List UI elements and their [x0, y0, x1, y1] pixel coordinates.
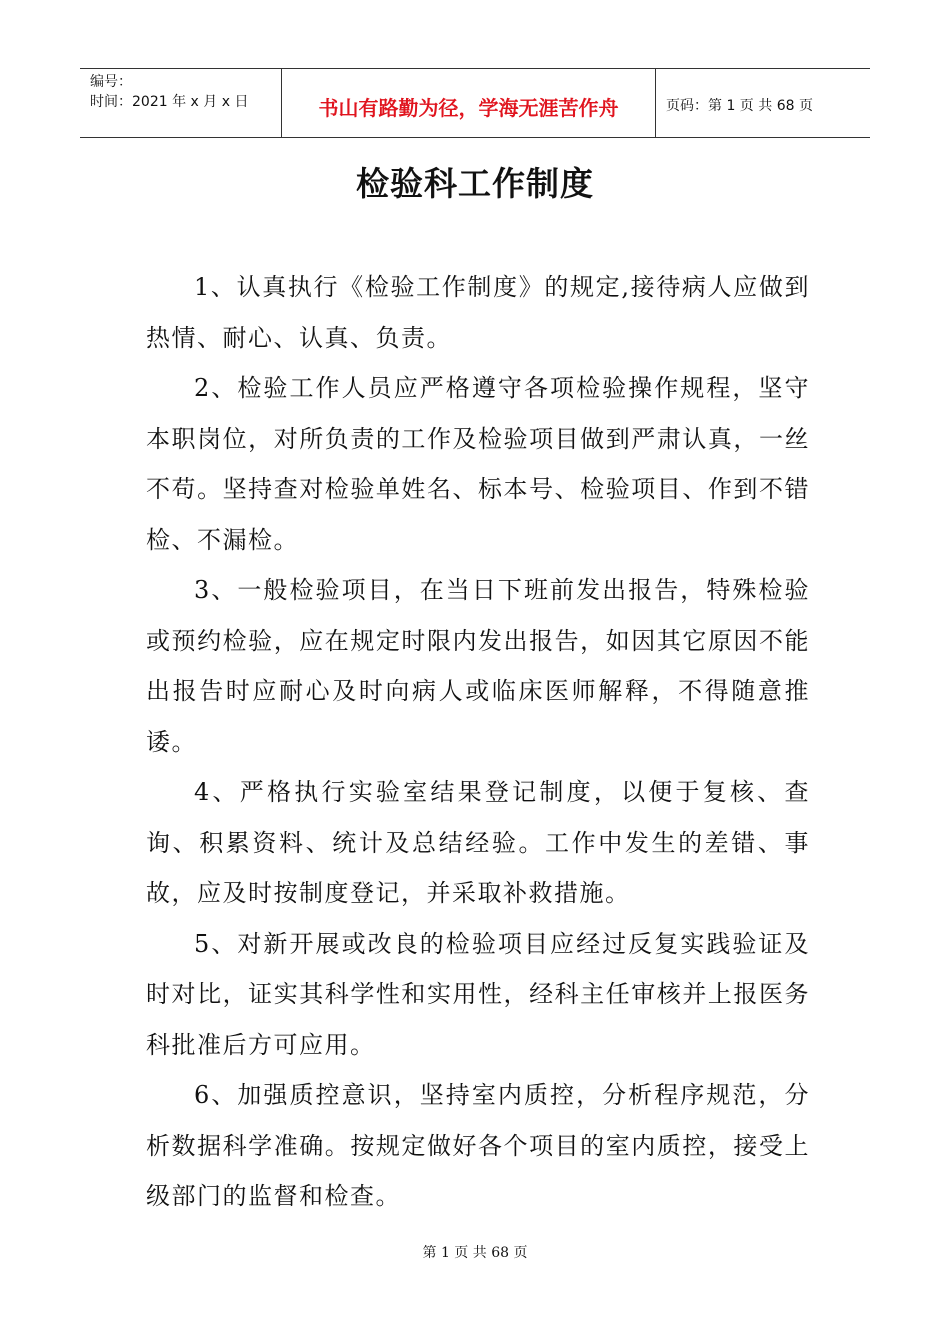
paragraph-3: 3、一般检验项目，在当日下班前发出报告，特殊检验或预约检验，应在规定时限内发出报告，如因其它原因不能出报告时应耐心及时向病人或临床医师解释，不得随意推诿。 — [146, 576, 810, 756]
date-label: 时间：2021 年 x 月 x 日 — [90, 94, 249, 110]
paragraph-1: 1、认真执行《检验工作制度》的规定,接待病人应做到热情、耐心、认真、负责。 — [146, 273, 810, 352]
page-header — [80, 68, 870, 138]
header-page-info: 页码：第 1 页 共 68 页 — [666, 98, 813, 114]
paragraph-2: 2、检验工作人员应严格遵守各项检验操作规程，坚守本职岗位，对所负责的工作及检验项目做到严肃认真，一丝不苟。坚持查对检验单姓名、标本号、检验项目、作到不错检、不漏检。 — [146, 374, 810, 554]
header-motto: 书山有路勤为径，学海无涯苦作舟 — [282, 69, 656, 137]
header-meta — [80, 69, 282, 137]
document-body — [146, 262, 810, 1222]
paragraph-5: 5、对新开展或改良的检验项目应经过反复实践验证及时对比，证实其科学性和实用性，经科主任审核并上报医务科批准后方可应用。 — [146, 929, 810, 1059]
paragraph-6: 6、加强质控意识，坚持室内质控，分析程序规范，分析数据科学准确。按规定做好各个项目的室内质控，接受上级部门的监督和检查。 — [146, 1081, 810, 1210]
page-footer: 第 1 页 共 68 页 — [422, 1245, 528, 1261]
number-label: 编号： — [90, 74, 132, 90]
document-title: 检验科工作制度 — [356, 164, 594, 203]
paragraph-4: 4、严格执行实验室结果登记制度，以便于复核、查询、积累资料、统计及总结经验。工作中发生的差错、事故，应及时按制度登记，并采取补救措施。 — [146, 778, 810, 907]
